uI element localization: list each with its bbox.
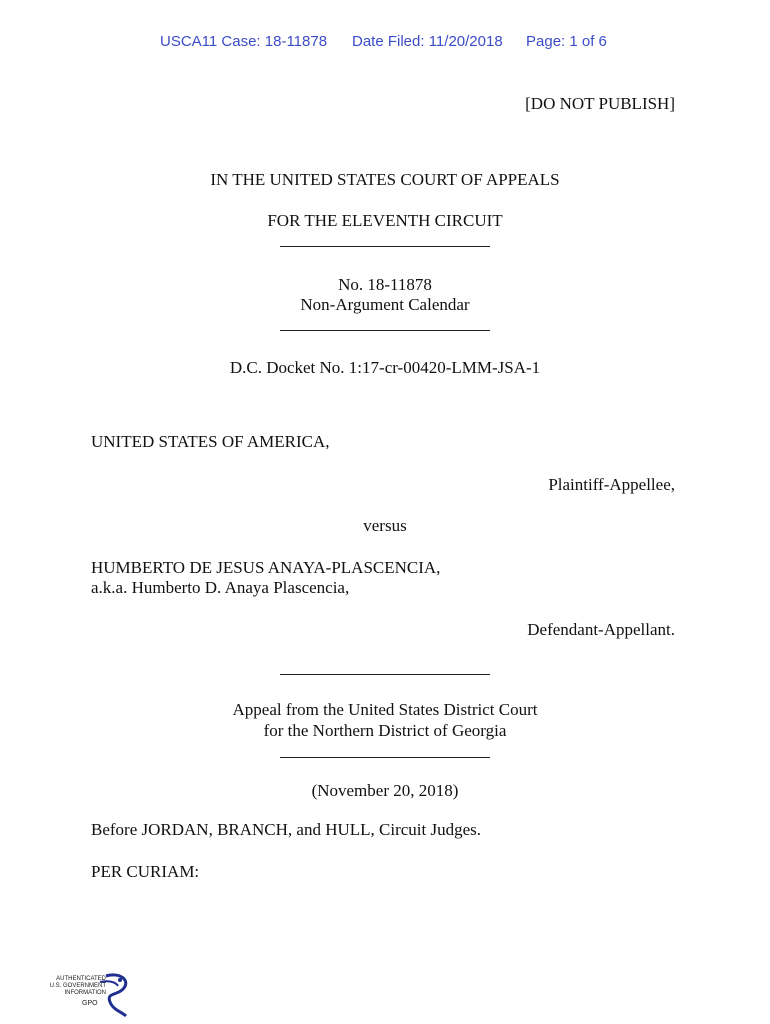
eagle-icon — [96, 972, 130, 1018]
appeal-district: for the Northern District of Georgia — [263, 721, 507, 740]
seal-gpo-label: GPO — [82, 1000, 98, 1007]
plaintiff-name: UNITED STATES OF AMERICA, — [91, 432, 330, 451]
calendar-type: Non-Argument Calendar — [300, 295, 470, 314]
docket-number: D.C. Docket No. 1:17-cr-00420-LMM-JSA-1 — [229, 358, 541, 377]
case-number: No. 18-11878 — [338, 275, 432, 294]
per-curiam-heading: PER CURIAM: — [91, 862, 200, 881]
decision-date: (November 20, 2018) — [311, 781, 459, 800]
publish-note: [DO NOT PUBLISH] — [525, 94, 675, 113]
court-name: IN THE UNITED STATES COURT OF APPEALS — [210, 170, 560, 189]
defendant-aka: a.k.a. Humberto D. Anaya Plascencia, — [91, 578, 350, 597]
date-filed-header: Date Filed: 11/20/2018 — [352, 33, 503, 50]
divider — [280, 674, 490, 675]
appeal-origin: Appeal from the United States District Court — [232, 700, 538, 719]
case-number-header: USCA11 Case: 18-11878 — [160, 33, 328, 50]
seal-line: INFORMATION — [64, 990, 106, 996]
circuit-name: FOR THE ELEVENTH CIRCUIT — [267, 211, 503, 230]
filing-header — [0, 33, 770, 53]
divider — [280, 246, 490, 247]
panel-judges: Before JORDAN, BRANCH, and HULL, Circuit Judges. — [91, 820, 482, 839]
versus-label: versus — [363, 516, 407, 535]
seal-line: U.S. GOVERNMENT — [49, 983, 106, 989]
divider — [280, 757, 490, 758]
page-count-header: Page: 1 of 6 — [526, 33, 607, 50]
defendant-role: Defendant-Appellant. — [527, 620, 675, 639]
divider — [280, 330, 490, 331]
seal-line: AUTHENTICATED — [56, 976, 106, 982]
gpo-authentication-seal — [44, 972, 134, 1018]
plaintiff-role: Plaintiff-Appellee, — [548, 475, 675, 494]
defendant-name: HUMBERTO DE JESUS ANAYA-PLASCENCIA, — [91, 558, 441, 577]
